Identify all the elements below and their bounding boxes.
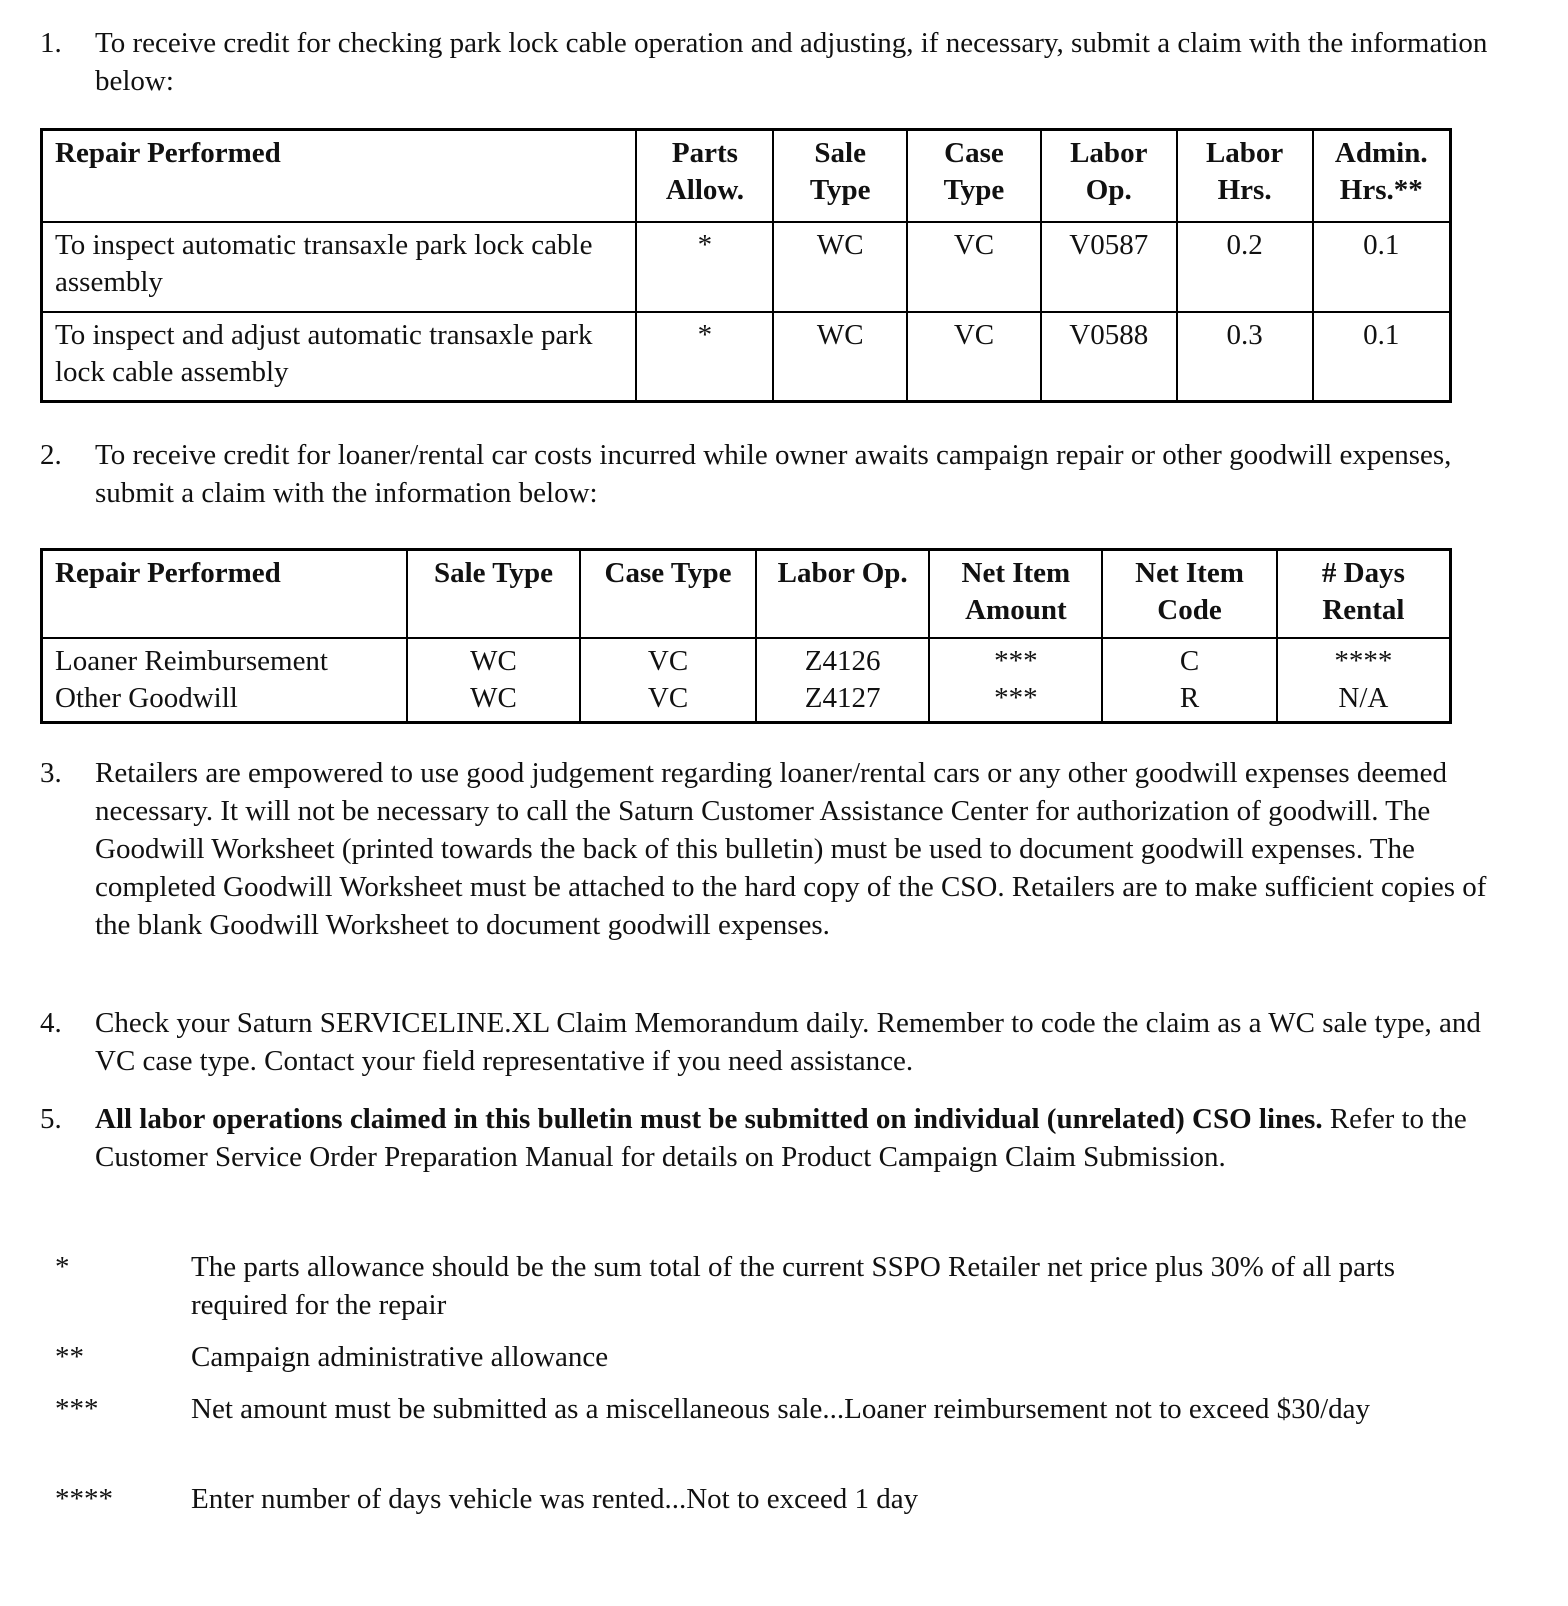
table-cell: VC: [580, 680, 756, 723]
footnote-text: Enter number of days vehicle was rented...Not to exceed 1 day: [191, 1483, 919, 1515]
item-text: To receive credit for checking park lock cable operation and adjusting, if necessary, submit a claim with the information below:: [95, 27, 1488, 97]
table-header-row: [42, 130, 1451, 222]
footnote-mark: ****: [55, 1483, 113, 1515]
column-header: Labor Hrs.: [1177, 130, 1313, 222]
footnote-3: [55, 1390, 1455, 1428]
instruction-item-2: [40, 436, 1520, 512]
footnote-1: [55, 1248, 1455, 1324]
table-row: [42, 638, 1451, 680]
column-header: Sale Type: [407, 550, 581, 638]
table-row: [42, 222, 1451, 312]
column-header: Labor Op.: [756, 550, 930, 638]
table-cell: ****: [1277, 638, 1451, 680]
column-header: Sale Type: [773, 130, 907, 222]
item-number: 5.: [40, 1103, 62, 1135]
item-text: Retailers are empowered to use good judgement regarding loaner/rental cars or any other goodwill expenses deemed necessary. It will not be necessary to call the Saturn Customer Assistance Center for authorization of goodwill. The Goodwill Worksheet (printed towards the back of this bulletin) must be used to document goodwill expenses. The completed Goodwill Worksheet must be attached to the hard copy of the CSO. Retailers are to make sufficient copies of the blank Goodwill Worksheet to document goodwill expenses.: [95, 757, 1487, 941]
table-cell: 0.1: [1313, 222, 1451, 312]
table-cell: Z4126: [756, 638, 930, 680]
column-header: Admin. Hrs.**: [1313, 130, 1451, 222]
table-cell: VC: [907, 312, 1041, 402]
column-header: Parts Allow.: [636, 130, 773, 222]
item-text: Check your Saturn SERVICELINE.XL Claim Memorandum daily. Remember to code the claim as a WC sale type, and VC case type. Contact your field representative if you need assistance.: [95, 1007, 1481, 1077]
table-cell: *: [636, 222, 773, 312]
table-cell: To inspect and adjust automatic transaxle park lock cable assembly: [42, 312, 637, 402]
table-row: [42, 680, 1451, 723]
column-header: Labor Op.: [1041, 130, 1177, 222]
item-number: 3.: [40, 757, 62, 789]
table-row: [42, 312, 1451, 402]
table-cell: WC: [407, 680, 581, 723]
table-cell: WC: [773, 312, 907, 402]
column-header: Repair Performed: [42, 130, 637, 222]
table-cell: Loaner Reimbursement: [42, 638, 407, 680]
table-cell: WC: [407, 638, 581, 680]
table-cell: N/A: [1277, 680, 1451, 723]
item-text: To receive credit for loaner/rental car costs incurred while owner awaits campaign repair or other goodwill expenses, submit a claim with the information below:: [95, 439, 1452, 509]
loaner-claim-table: [40, 548, 1452, 724]
table-cell: R: [1102, 680, 1277, 723]
column-header: Net Item Amount: [929, 550, 1102, 638]
table-cell: Z4127: [756, 680, 930, 723]
table-cell: 0.3: [1177, 312, 1313, 402]
labor-claim-table: [40, 128, 1452, 403]
table-cell: WC: [773, 222, 907, 312]
footnote-mark: ***: [55, 1393, 99, 1425]
column-header: Repair Performed: [42, 550, 407, 638]
column-header: # Days Rental: [1277, 550, 1451, 638]
table-cell: VC: [907, 222, 1041, 312]
instruction-item-1: [40, 24, 1520, 100]
item-number: 1.: [40, 27, 62, 59]
table-cell: 0.1: [1313, 312, 1451, 402]
instruction-item-3: [40, 754, 1520, 944]
item-text: [95, 1100, 1520, 1176]
table-cell: 0.2: [1177, 222, 1313, 312]
column-header: Case Type: [907, 130, 1041, 222]
table-cell: ***: [929, 638, 1102, 680]
instruction-item-5: [40, 1100, 1520, 1176]
table-cell: C: [1102, 638, 1277, 680]
table-cell: *: [636, 312, 773, 402]
footnote-text: The parts allowance should be the sum total of the current SSPO Retailer net price plus 30% of all parts required for the repair: [191, 1251, 1395, 1321]
table-cell: ***: [929, 680, 1102, 723]
table-cell: VC: [580, 638, 756, 680]
footnote-text: Campaign administrative allowance: [191, 1341, 609, 1373]
footnote-text: Net amount must be submitted as a miscellaneous sale...Loaner reimbursement not to exceed $30/day: [191, 1393, 1371, 1425]
table-cell: To inspect automatic transaxle park lock cable assembly: [42, 222, 637, 312]
item-number: 4.: [40, 1007, 62, 1039]
instruction-item-4: [40, 1004, 1520, 1080]
footnote-mark: **: [55, 1341, 84, 1373]
item-number: 2.: [40, 439, 62, 471]
table-cell: Other Goodwill: [42, 680, 407, 723]
column-header: Case Type: [580, 550, 756, 638]
footnote-4: [55, 1480, 1455, 1518]
footnote-2: [55, 1338, 1455, 1376]
table-header-row: [42, 550, 1451, 638]
column-header: Net Item Code: [1102, 550, 1277, 638]
item-plain-text: Refer to the Customer Service Order Preparation Manual for details on Product Campaign Claim Submission.: [95, 1103, 1467, 1173]
footnote-mark: *: [55, 1251, 70, 1283]
table-cell: V0588: [1041, 312, 1177, 402]
item-bold-text: All labor operations claimed in this bulletin must be submitted on individual (unrelated) CSO lines.: [95, 1103, 1323, 1135]
table-cell: V0587: [1041, 222, 1177, 312]
